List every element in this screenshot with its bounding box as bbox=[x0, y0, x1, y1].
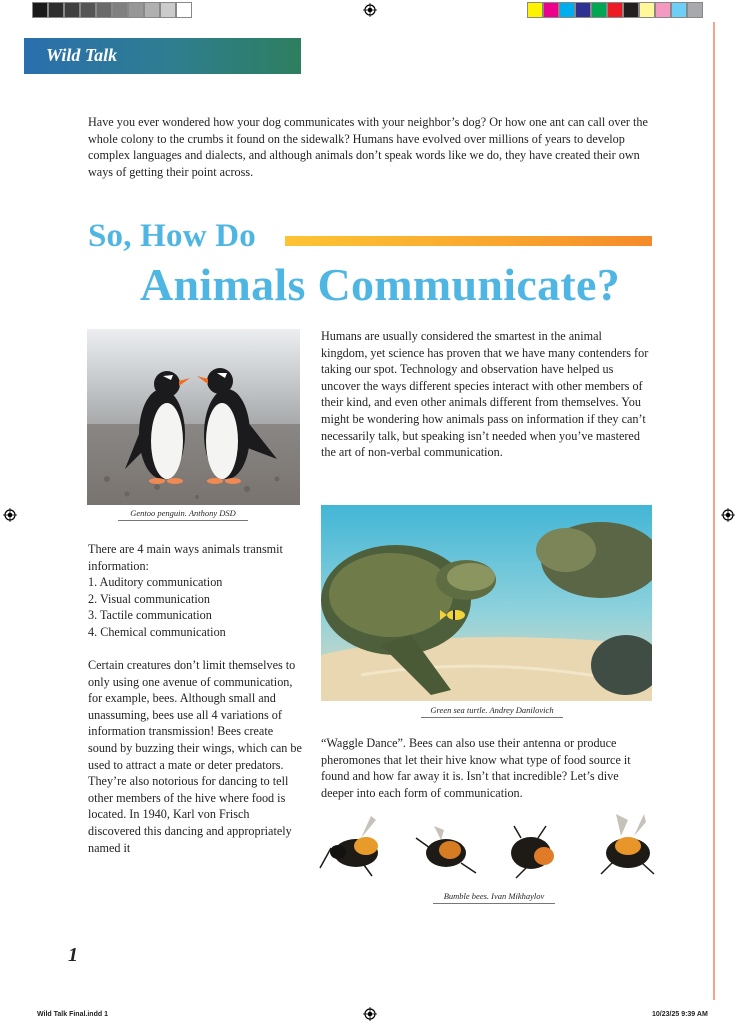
color-swatch bbox=[559, 2, 575, 18]
intro-paragraph: Have you ever wondered how your dog communicates with your neighbor’s dog? Or how one ant can call over the whole colony to the crumbs it found on the sidewalk? Humans have evolved over millions of years to develop complex languages and dialects, and although animals don’t speak words like we do, they have created their own ways of getting their point across. bbox=[88, 115, 648, 179]
heading-line-1: So, How Do bbox=[88, 218, 256, 254]
color-swatch bbox=[96, 2, 112, 18]
trim-line bbox=[713, 22, 715, 1000]
slug-filename: Wild Talk Final.indd 1 bbox=[37, 1011, 108, 1018]
penguin-caption: Gentoo penguin. Anthony DSD bbox=[118, 508, 248, 521]
color-swatch bbox=[623, 2, 639, 18]
color-swatch bbox=[527, 2, 543, 18]
color-swatch bbox=[591, 2, 607, 18]
color-swatch bbox=[64, 2, 80, 18]
cmyk-color-bar bbox=[527, 2, 703, 18]
color-swatch bbox=[80, 2, 96, 18]
list-item: 1. Auditory communication bbox=[88, 575, 223, 590]
section-header bbox=[24, 38, 301, 74]
bees-caption: Bumble bees. Ivan Mikhaylov bbox=[433, 891, 555, 904]
turtle-caption: Green sea turtle. Andrey Danilovich bbox=[421, 705, 563, 718]
color-swatch bbox=[48, 2, 64, 18]
heading-rule bbox=[285, 236, 652, 246]
registration-mark-icon bbox=[721, 508, 735, 522]
bees-photo bbox=[316, 808, 666, 883]
registration-mark-icon bbox=[363, 3, 377, 17]
color-swatch bbox=[655, 2, 671, 18]
color-swatch bbox=[160, 2, 176, 18]
page-number: 1 bbox=[68, 944, 78, 966]
color-swatch bbox=[639, 2, 655, 18]
color-swatch bbox=[543, 2, 559, 18]
heading-line-2: Animals Communicate? bbox=[140, 259, 621, 310]
color-swatch bbox=[144, 2, 160, 18]
section-title: Wild Talk bbox=[46, 45, 118, 65]
color-swatch bbox=[687, 2, 703, 18]
paragraph-right-1: Humans are usually considered the smartest in the animal kingdom, yet science has proven that we have many contenders for taking our spot. Technology and observation have helped us uncover the ways different species interact with other members of their kind, and even other animals different from themselves. You might be wondering how animals pass on information if they can’t necessarily talk, but speaking isn’t needed when you’ve mastered the art of non-verbal communication. bbox=[321, 329, 649, 460]
paragraph-bees: Certain creatures don’t limit themselves to only using one avenue of communication, for example, bees. Although small and unassuming, bees use all 4 variations of information transmission! Bees create sound by buzzing their wings, which can be used to attract a mate or deter predators. They’re also notorious for dancing to tell other members of the hive where food is located. In 1940, Karl von Frisch discovered this dancing and appropriately named it bbox=[88, 658, 302, 855]
color-swatch bbox=[32, 2, 48, 18]
color-swatch bbox=[112, 2, 128, 18]
color-swatch bbox=[128, 2, 144, 18]
slug-datetime: 10/23/25 9:39 AM bbox=[652, 1011, 708, 1018]
penguin-photo bbox=[87, 329, 300, 505]
color-swatch bbox=[607, 2, 623, 18]
grey-color-bar bbox=[32, 2, 192, 18]
ways-list bbox=[88, 541, 308, 641]
color-swatch bbox=[575, 2, 591, 18]
paragraph-right-2: “Waggle Dance”. Bees can also use their antenna or produce pheromones that let their hive know what type of food source it found and how far away it is. Isn’t that incredible? Let’s dive deeper into each form of communication. bbox=[321, 736, 631, 800]
list-item: 4. Chemical communication bbox=[88, 624, 226, 639]
color-swatch bbox=[671, 2, 687, 18]
registration-mark-icon bbox=[363, 1007, 377, 1021]
list-intro: There are 4 main ways animals transmit information: bbox=[88, 542, 283, 573]
color-swatch bbox=[176, 2, 192, 18]
list-item: 2. Visual communication bbox=[88, 591, 210, 606]
registration-mark-icon bbox=[3, 508, 17, 522]
turtle-photo bbox=[321, 505, 652, 701]
list-item: 3. Tactile communication bbox=[88, 608, 212, 623]
